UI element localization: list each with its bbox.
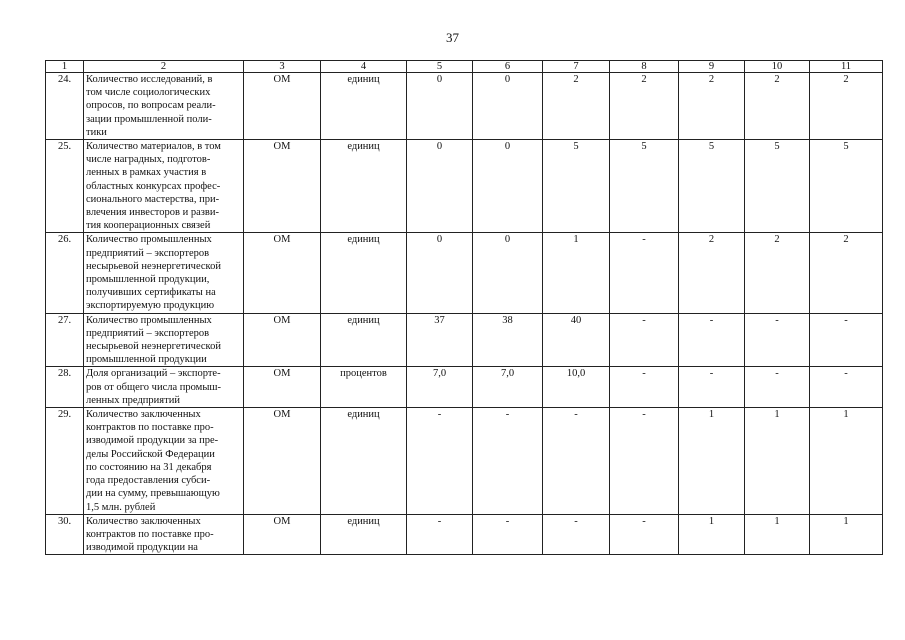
header-cell: 5 xyxy=(407,61,473,73)
value-cell: 7,0 xyxy=(473,367,543,408)
value-cell: - xyxy=(610,408,679,515)
unit-cell: единиц xyxy=(321,233,407,313)
row-number-cell: 24. xyxy=(46,73,84,140)
value-cell: - xyxy=(810,313,883,367)
value-cell: - xyxy=(810,367,883,408)
value-cell: - xyxy=(610,233,679,313)
page-number: 37 xyxy=(446,30,459,45)
value-cell: - xyxy=(543,514,610,555)
value-cell: 0 xyxy=(473,73,543,140)
value-cell: - xyxy=(679,367,745,408)
table-row xyxy=(46,313,883,367)
value-cell: - xyxy=(610,367,679,408)
value-cell: - xyxy=(745,367,810,408)
value-cell: 5 xyxy=(745,140,810,233)
indicator-name-cell: Количество материалов, в том числе наградных, подготов- ленных в рамках участия в областных конкурсах профес- сионального мастерства, при- влечения инвесторов и разви- тия кооперационных связей xyxy=(84,140,244,233)
value-cell: 0 xyxy=(473,140,543,233)
header-cell: 2 xyxy=(84,61,244,73)
header-cell: 6 xyxy=(473,61,543,73)
indicator-name-cell: Количество заключенных контрактов по поставке про- изводимой продукции на xyxy=(84,514,244,555)
row-number-cell: 25. xyxy=(46,140,84,233)
row-number-cell: 30. xyxy=(46,514,84,555)
header-cell: 10 xyxy=(745,61,810,73)
header-cell: 7 xyxy=(543,61,610,73)
value-cell: 0 xyxy=(407,140,473,233)
header-cell: 8 xyxy=(610,61,679,73)
unit-cell: единиц xyxy=(321,73,407,140)
value-cell: 1 xyxy=(810,408,883,515)
indicator-name-cell: Количество заключенных контрактов по поставке про- изводимой продукции за пре- делы Российской Федерации по состоянию на 31 декабря года предоставления субси- дии на сумму, превышающую 1,5 млн. рублей xyxy=(84,408,244,515)
source-cell: ОМ xyxy=(244,367,321,408)
value-cell: 2 xyxy=(679,73,745,140)
unit-cell: единиц xyxy=(321,408,407,515)
value-cell: 0 xyxy=(473,233,543,313)
table-row xyxy=(46,408,883,515)
value-cell: 2 xyxy=(610,73,679,140)
source-cell: ОМ xyxy=(244,514,321,555)
value-cell: 1 xyxy=(543,233,610,313)
value-cell: - xyxy=(407,408,473,515)
row-number-cell: 28. xyxy=(46,367,84,408)
table-row xyxy=(46,514,883,555)
header-cell: 11 xyxy=(810,61,883,73)
value-cell: - xyxy=(407,514,473,555)
value-cell: 2 xyxy=(543,73,610,140)
value-cell: 2 xyxy=(745,73,810,140)
header-cell: 9 xyxy=(679,61,745,73)
value-cell: - xyxy=(610,514,679,555)
value-cell: 38 xyxy=(473,313,543,367)
table-row xyxy=(46,140,883,233)
table-row xyxy=(46,367,883,408)
value-cell: 2 xyxy=(810,73,883,140)
value-cell: 5 xyxy=(610,140,679,233)
value-cell: 1 xyxy=(810,514,883,555)
value-cell: 5 xyxy=(679,140,745,233)
value-cell: 7,0 xyxy=(407,367,473,408)
value-cell: 1 xyxy=(679,408,745,515)
value-cell: 0 xyxy=(407,233,473,313)
indicator-name-cell: Доля организаций – экспорте- ров от общего числа промыш- ленных предприятий xyxy=(84,367,244,408)
source-cell: ОМ xyxy=(244,73,321,140)
indicators-table xyxy=(45,60,883,555)
source-cell: ОМ xyxy=(244,408,321,515)
header-cell: 3 xyxy=(244,61,321,73)
unit-cell: процентов xyxy=(321,367,407,408)
row-number-cell: 29. xyxy=(46,408,84,515)
header-cell: 4 xyxy=(321,61,407,73)
unit-cell: единиц xyxy=(321,514,407,555)
row-number-cell: 27. xyxy=(46,313,84,367)
row-number-cell: 26. xyxy=(46,233,84,313)
value-cell: 1 xyxy=(679,514,745,555)
indicator-name-cell: Количество промышленных предприятий – экспортеров несырьевой неэнергетической промышленной продукции xyxy=(84,313,244,367)
table-row xyxy=(46,233,883,313)
value-cell: 5 xyxy=(543,140,610,233)
unit-cell: единиц xyxy=(321,313,407,367)
indicator-name-cell: Количество промышленных предприятий – экспортеров несырьевой неэнергетической промышленной продукции, получивших сертификаты на экспортируемую продукцию xyxy=(84,233,244,313)
value-cell: 2 xyxy=(745,233,810,313)
value-cell: - xyxy=(473,514,543,555)
value-cell: 37 xyxy=(407,313,473,367)
value-cell: 0 xyxy=(407,73,473,140)
value-cell: 2 xyxy=(679,233,745,313)
table-body xyxy=(46,61,883,555)
source-cell: ОМ xyxy=(244,140,321,233)
indicator-name-cell: Количество исследований, в том числе социологических опросов, по вопросам реали- зации промышленной поли- тики xyxy=(84,73,244,140)
table-header-row xyxy=(46,61,883,73)
unit-cell: единиц xyxy=(321,140,407,233)
value-cell: 40 xyxy=(543,313,610,367)
value-cell: - xyxy=(473,408,543,515)
header-cell: 1 xyxy=(46,61,84,73)
value-cell: 10,0 xyxy=(543,367,610,408)
value-cell: 2 xyxy=(810,233,883,313)
value-cell: 1 xyxy=(745,514,810,555)
source-cell: ОМ xyxy=(244,233,321,313)
value-cell: - xyxy=(679,313,745,367)
value-cell: 5 xyxy=(810,140,883,233)
value-cell: - xyxy=(745,313,810,367)
value-cell: - xyxy=(543,408,610,515)
value-cell: 1 xyxy=(745,408,810,515)
table-row xyxy=(46,73,883,140)
value-cell: - xyxy=(610,313,679,367)
source-cell: ОМ xyxy=(244,313,321,367)
